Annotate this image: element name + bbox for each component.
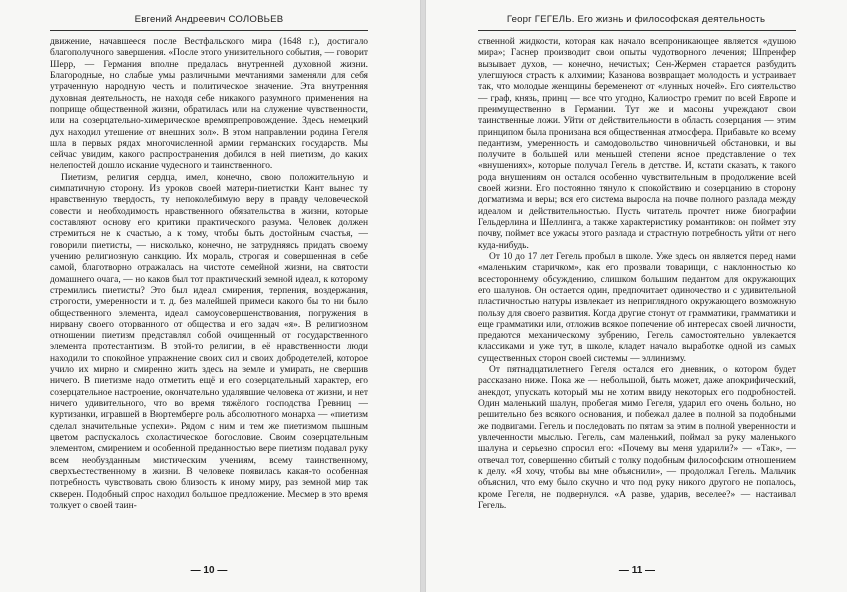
paragraph: От пятнадцатилетнего Гегеля остался его дневник, о котором будет рассказано ниже. Пока же — небольшой, быть может, даже апокрифический, анекдот, упускать который мы не хотим ввиду некоторых его подробностей. Один маленький шалун, пробегая мимо Гегеля, ударил его очень больно, но решительно без всякого основания, и побежал далее в полной за подобными же подвигами. Гегель и последовать по пятам за этим в полной уверенности и увлеченности мыслью. Гегель, сам маленький, поймал за руку маленького шалуна и серьезно спросил его: «Почему вы меня ударили?» — «Так», — отвечал тот, совершенно сбитый с толку подобным философским отношением к делу. «Я хочу, чтобы вы мне объяснили», — продолжал Гегель. Мальчик объяснил, что ему было скучно и что под руку никого другого не попалось, кроме Гегеля, не подвернулся. «А разве, ударив, веселее?» — настаивал Гегель. <box>478 365 796 511</box>
header-rule-right <box>478 30 796 31</box>
left-page-text <box>50 37 368 512</box>
running-head-left: Евгений Андреевич СОЛОВЬЕВ <box>134 14 284 25</box>
paragraph: Пиетизм, религия сердца, имел, конечно, свою положительную и симпатичную сторону. Из уроков своей матери-пиетистки Кант вынес ту нравственную твердость, ту непоколебимую веру в правду человеческой совести и необходимость нравственного обязательства в жизни, которые составляют основу его критики практического разума. Человек должен стремиться не к счастью, а к тому, чтобы быть достойным счастья, — говорили пиетисты, — нисколько, конечно, не затрудняясь придать своему учению религиозную санкцию. Их мораль, строгая и совершенная в себе самой, благотворно отражалась на чистоте семейной жизни, на святости домашнего очага, — но каков был тот практический земной идеал, к которому стремились пиетисты? Это был идеал смирения, терпения, воздержания, строгости, умеренности и т. д. без малейшей примеси какого бы то ни было общественного элемента, идеал самоусовершенствования, погружения в нирвану своего оторванного от общества и его задач «я». В религиозном отношении пиетизм представлял собой очищенный от государственного элемента протестантизм. В этой-то религии, в её нравственности люди находили то спокойное упражнение своих сил и своих добродетелей, которое учило их мирно и смиренно жить здесь на земле и умирать, не свершив ничего. В пиетизме надо отметить ещё и его созерцательный характер, его созерцательное настроение, окончательно удалявшие человека от жизни, и нет ничего удивительного, что во время тяжёлого господства Гревниц — куртизанки, игравшей в Вюртемберге роль абсолютного монарха — «пиетизм сделал значительные успехи». Рядом с ним и тем же пиетизмом пышным цветом распускалось схоластическое богословие. Своим созерцательным элементом, смирением и особенной преданностью вере пиетизм подавал руку всем необузданным мистическим учениям, всему таинственному, сверхъестественному в жизни. В человеке появилась какая-то особенная потребность чувствовать свою близость к иному миру, раз земной мир так скверен. Подобный спрос находил большое предложение. Месмер в это время толкует о своей таин- <box>50 172 368 511</box>
page-number-right: — 11 — <box>618 565 656 576</box>
right-page <box>425 0 847 592</box>
paragraph: От 10 до 17 лет Гегель пробыл в школе. Уже здесь он является перед нами «маленьким старичком», как его прозвали товарищи, с наклонностью ко всестороннему обсуждению, слишком большим педантом для окружающих его шалунов. Он остается один, предпочитает одиночество и с удивительной пластичностью натуры извлекает из неприглядного окружающего возможную пользу для своего развития. Когда другие стонут от грамматики, грамматики и еще грамматики или, отложив всякое попечение об интересах своей личности, предаются механическому зубрению, Гегель самостоятельно увлекается классиками и уже тут, в школе, кладет начало выработке одной из самых существенных сторон своей системы — эллинизму. <box>478 251 796 364</box>
left-page <box>0 0 421 592</box>
running-head-right: Георг ГЕГЕЛЬ. Его жизнь и философская деятельность <box>506 14 766 25</box>
paragraph: ственной жидкости, которая как начало всепроникающее является «душою мира»; Гаснер производит свои опыты чудотворного лечения; Шпренфер вызывает духов, — конечно, нечистых; Сен-Жермен старается разбудить улегшуюся страсть к алхимии; Казанова возвращает молодость и устраивает так, что молодые женщины беременеют от «лунных ночей». Его сиятельство — граф, князь, принц — все что угодно, Калиостро гремит по всей Европе и преимущественно в Германии. Тут же и масоны учреждают свои таинственные ложи. Уйти от действительности в область созерцания — этим принципом была пронизана вся общественная атмосфера. Прибавьте ко всему педантизм, умеренность и самодовольство чиновничьей обстановки, и вы получите в большей или меньшей степени ясное представление о тех «внушениях», которые получал Гегель в детстве. И, кстати сказать, к такого рода внушениям он остался особенно чувствительным в продолжение всей своей жизни. Его постоянно тянуло к спокойствию и созерцанию в сторону догматизма и веры; вся его система выросла на почве полного разлада между идеалом и действительностью. Пусть читатель прочтет ниже биографии Гельдерлина и Шеллинга, а также характеристику романтиков: он поймет эту почву, поймет все ужасы этого разлада и страстную потребность уйти от него куда-нибудь. <box>478 37 796 251</box>
page-number-left: — 10 — <box>190 565 228 576</box>
right-page-text <box>478 37 796 512</box>
header-rule-left <box>50 30 368 31</box>
paragraph: движение, начавшееся после Вестфальского мира (1648 г.), достигало благополучного завершения. «После этого унизительного события, — говорит Шерр, — Германия вполне предалась внутренней духовной жизни. Благородные, но слабые умы различными мечтаниями заменяли для себя утраченную народную честь и политическое значение. Эта внутренняя духовная деятельность, не находя себе никакого разумного применения на поприще общественной жизни, обратилась или на служение чувственности, или на созерцательно-химерическое времяпрепровождение. Здесь немецкий дух находил утешение от внешних зол». В этом направлении родина Гегеля шла в первых рядах многочисленной армии германских государств. Мы сейчас увидим, какого распространения добился в ней пиетизм, до каких нелепостей дошло искание чудесного и таинственного. <box>50 37 368 172</box>
